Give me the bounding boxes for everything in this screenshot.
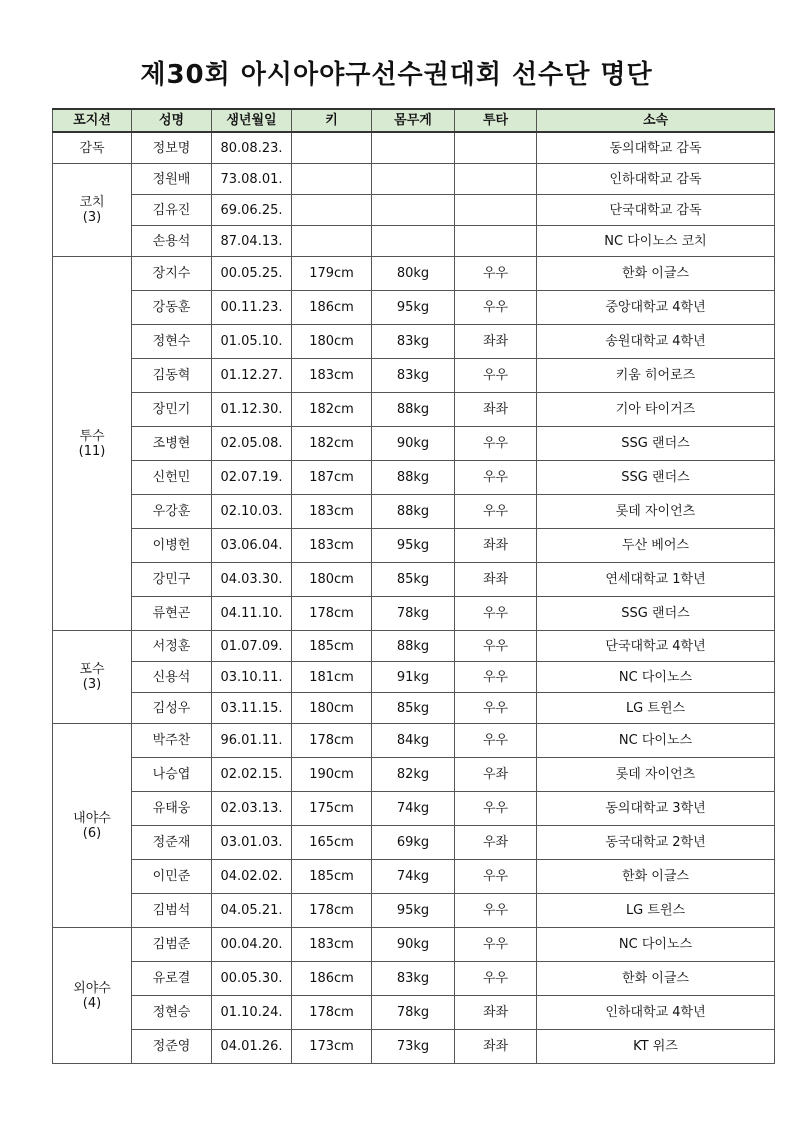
bat-throw-cell: 좌좌: [455, 393, 537, 427]
position-cell: [53, 928, 132, 1064]
birth-date-cell: 02.07.19.: [212, 461, 292, 495]
player-name-cell: 정원배: [132, 164, 212, 195]
height-cell: 183cm: [292, 529, 372, 563]
table-row: [53, 792, 775, 826]
table-row: [53, 563, 775, 597]
height-cell: 183cm: [292, 359, 372, 393]
team-cell: 한화 이글스: [537, 257, 775, 291]
team-cell: 인하대학교 감독: [537, 164, 775, 195]
bat-throw-cell: 우우: [455, 359, 537, 393]
weight-cell: 95kg: [372, 529, 455, 563]
bat-throw-cell: 좌좌: [455, 996, 537, 1030]
player-name-cell: 조병현: [132, 427, 212, 461]
team-cell: NC 다이노스: [537, 928, 775, 962]
table-row: [53, 1030, 775, 1064]
header-position: 포지션: [53, 109, 132, 132]
table-row: [53, 427, 775, 461]
bat-throw-cell: [455, 164, 537, 195]
height-cell: 173cm: [292, 1030, 372, 1064]
birth-date-cell: 69.06.25.: [212, 195, 292, 226]
bat-throw-cell: 우우: [455, 631, 537, 662]
bat-throw-cell: 우우: [455, 860, 537, 894]
bat-throw-cell: 우우: [455, 724, 537, 758]
bat-throw-cell: 우우: [455, 427, 537, 461]
team-cell: NC 다이노스 코치: [537, 226, 775, 257]
team-cell: KT 위즈: [537, 1030, 775, 1064]
table-row: [53, 826, 775, 860]
team-cell: SSG 랜더스: [537, 597, 775, 631]
bat-throw-cell: 좌좌: [455, 1030, 537, 1064]
weight-cell: 82kg: [372, 758, 455, 792]
birth-date-cell: 73.08.01.: [212, 164, 292, 195]
birth-date-cell: 02.03.13.: [212, 792, 292, 826]
header-team: 소속: [537, 109, 775, 132]
table-row: [53, 461, 775, 495]
team-cell: 롯데 자이언츠: [537, 758, 775, 792]
weight-cell: 88kg: [372, 495, 455, 529]
height-cell: 178cm: [292, 724, 372, 758]
height-cell: 190cm: [292, 758, 372, 792]
bat-throw-cell: 우우: [455, 693, 537, 724]
birth-date-cell: 01.07.09.: [212, 631, 292, 662]
position-label: 외야수: [73, 980, 111, 996]
player-name-cell: 정현수: [132, 325, 212, 359]
bat-throw-cell: 우우: [455, 257, 537, 291]
bat-throw-cell: 우우: [455, 495, 537, 529]
birth-date-cell: 01.10.24.: [212, 996, 292, 1030]
header-birth: 생년월일: [212, 109, 292, 132]
position-cell: [53, 132, 132, 164]
player-name-cell: 류현곤: [132, 597, 212, 631]
table-row: [53, 724, 775, 758]
weight-cell: 95kg: [372, 291, 455, 325]
bat-throw-cell: [455, 226, 537, 257]
bat-throw-cell: 우우: [455, 792, 537, 826]
player-name-cell: 신용석: [132, 662, 212, 693]
team-cell: 단국대학교 감독: [537, 195, 775, 226]
table-row: [53, 291, 775, 325]
table-row: [53, 226, 775, 257]
team-cell: 단국대학교 4학년: [537, 631, 775, 662]
weight-cell: 88kg: [372, 461, 455, 495]
bat-throw-cell: [455, 195, 537, 226]
table-row: [53, 257, 775, 291]
height-cell: 181cm: [292, 662, 372, 693]
bat-throw-cell: 우우: [455, 461, 537, 495]
position-label: 코치: [79, 195, 105, 210]
birth-date-cell: 03.10.11.: [212, 662, 292, 693]
bat-throw-cell: 우우: [455, 662, 537, 693]
team-cell: 두산 베어스: [537, 529, 775, 563]
weight-cell: 73kg: [372, 1030, 455, 1064]
bat-throw-cell: 우우: [455, 962, 537, 996]
roster-body: [53, 132, 775, 1064]
position-label: 투수: [79, 428, 105, 444]
header-height: 키: [292, 109, 372, 132]
weight-cell: 78kg: [372, 597, 455, 631]
position-label: 포수: [79, 662, 105, 677]
birth-date-cell: 02.10.03.: [212, 495, 292, 529]
player-name-cell: 김유진: [132, 195, 212, 226]
birth-date-cell: 04.02.02.: [212, 860, 292, 894]
player-name-cell: 박주찬: [132, 724, 212, 758]
position-label: 내야수: [73, 810, 111, 826]
height-cell: 178cm: [292, 996, 372, 1030]
birth-date-cell: 00.04.20.: [212, 928, 292, 962]
birth-date-cell: 00.11.23.: [212, 291, 292, 325]
bat-throw-cell: 좌좌: [455, 325, 537, 359]
position-count: (6): [82, 825, 102, 841]
team-cell: 연세대학교 1학년: [537, 563, 775, 597]
table-row: [53, 662, 775, 693]
birth-date-cell: 04.01.26.: [212, 1030, 292, 1064]
player-name-cell: 김동혁: [132, 359, 212, 393]
height-cell: 175cm: [292, 792, 372, 826]
height-cell: 180cm: [292, 325, 372, 359]
team-cell: SSG 랜더스: [537, 427, 775, 461]
team-cell: 중앙대학교 4학년: [537, 291, 775, 325]
height-cell: 165cm: [292, 826, 372, 860]
table-row: [53, 359, 775, 393]
page-title: 제30회 아시아야구선수권대회 선수단 명단: [140, 60, 653, 90]
position-cell: [53, 257, 132, 631]
bat-throw-cell: 좌좌: [455, 563, 537, 597]
height-cell: 186cm: [292, 291, 372, 325]
player-name-cell: 정준영: [132, 1030, 212, 1064]
height-cell: [292, 195, 372, 226]
height-cell: 183cm: [292, 495, 372, 529]
birth-date-cell: 02.02.15.: [212, 758, 292, 792]
team-cell: 한화 이글스: [537, 860, 775, 894]
height-cell: 180cm: [292, 563, 372, 597]
table-header-row: [53, 109, 775, 132]
birth-date-cell: 87.04.13.: [212, 226, 292, 257]
table-row: [53, 393, 775, 427]
player-name-cell: 장민기: [132, 393, 212, 427]
roster-table: [52, 108, 775, 1064]
bat-throw-cell: 좌좌: [455, 529, 537, 563]
header-bat: 투타: [455, 109, 537, 132]
weight-cell: 95kg: [372, 894, 455, 928]
height-cell: 179cm: [292, 257, 372, 291]
player-name-cell: 강민구: [132, 563, 212, 597]
weight-cell: 90kg: [372, 928, 455, 962]
height-cell: [292, 164, 372, 195]
table-row: [53, 962, 775, 996]
player-name-cell: 장지수: [132, 257, 212, 291]
header-name: 성명: [132, 109, 212, 132]
weight-cell: [372, 226, 455, 257]
player-name-cell: 김범석: [132, 894, 212, 928]
table-row: [53, 693, 775, 724]
birth-date-cell: 00.05.25.: [212, 257, 292, 291]
birth-date-cell: 03.01.03.: [212, 826, 292, 860]
height-cell: 180cm: [292, 693, 372, 724]
birth-date-cell: 01.12.27.: [212, 359, 292, 393]
position-count: (4): [82, 995, 102, 1011]
team-cell: 동의대학교 3학년: [537, 792, 775, 826]
birth-date-cell: 03.11.15.: [212, 693, 292, 724]
weight-cell: 84kg: [372, 724, 455, 758]
table-row: [53, 132, 775, 164]
bat-throw-cell: 우좌: [455, 826, 537, 860]
height-cell: 185cm: [292, 860, 372, 894]
bat-throw-cell: 우좌: [455, 758, 537, 792]
team-cell: 송원대학교 4학년: [537, 325, 775, 359]
weight-cell: [372, 164, 455, 195]
weight-cell: 85kg: [372, 563, 455, 597]
birth-date-cell: 04.05.21.: [212, 894, 292, 928]
table-row: [53, 894, 775, 928]
team-cell: SSG 랜더스: [537, 461, 775, 495]
height-cell: [292, 226, 372, 257]
height-cell: [292, 132, 372, 164]
bat-throw-cell: 우우: [455, 291, 537, 325]
weight-cell: 83kg: [372, 325, 455, 359]
header-weight: 몸무게: [372, 109, 455, 132]
height-cell: 187cm: [292, 461, 372, 495]
player-name-cell: 강동훈: [132, 291, 212, 325]
table-row: [53, 325, 775, 359]
weight-cell: 90kg: [372, 427, 455, 461]
birth-date-cell: 01.05.10.: [212, 325, 292, 359]
team-cell: LG 트윈스: [537, 894, 775, 928]
bat-throw-cell: [455, 132, 537, 164]
player-name-cell: 정보명: [132, 132, 212, 164]
birth-date-cell: 04.11.10.: [212, 597, 292, 631]
weight-cell: 74kg: [372, 792, 455, 826]
player-name-cell: 정현승: [132, 996, 212, 1030]
team-cell: 롯데 자이언츠: [537, 495, 775, 529]
height-cell: 182cm: [292, 427, 372, 461]
player-name-cell: 서정훈: [132, 631, 212, 662]
team-cell: 키움 히어로즈: [537, 359, 775, 393]
weight-cell: 80kg: [372, 257, 455, 291]
table-row: [53, 597, 775, 631]
birth-date-cell: 80.08.23.: [212, 132, 292, 164]
team-cell: 동국대학교 2학년: [537, 826, 775, 860]
birth-date-cell: 01.12.30.: [212, 393, 292, 427]
weight-cell: [372, 132, 455, 164]
birth-date-cell: 00.05.30.: [212, 962, 292, 996]
height-cell: 186cm: [292, 962, 372, 996]
weight-cell: 91kg: [372, 662, 455, 693]
weight-cell: 88kg: [372, 631, 455, 662]
birth-date-cell: 96.01.11.: [212, 724, 292, 758]
birth-date-cell: 03.06.04.: [212, 529, 292, 563]
table-row: [53, 996, 775, 1030]
table-row: [53, 860, 775, 894]
table-row: [53, 928, 775, 962]
weight-cell: [372, 195, 455, 226]
team-cell: 인하대학교 4학년: [537, 996, 775, 1030]
team-cell: 동의대학교 감독: [537, 132, 775, 164]
height-cell: 185cm: [292, 631, 372, 662]
weight-cell: 83kg: [372, 359, 455, 393]
player-name-cell: 나승엽: [132, 758, 212, 792]
bat-throw-cell: 우우: [455, 928, 537, 962]
table-row: [53, 631, 775, 662]
table-row: [53, 758, 775, 792]
position-cell: [53, 164, 132, 257]
table-row: [53, 495, 775, 529]
position-count: (3): [82, 677, 102, 692]
bat-throw-cell: 우우: [455, 894, 537, 928]
table-row: [53, 164, 775, 195]
team-cell: LG 트윈스: [537, 693, 775, 724]
weight-cell: 69kg: [372, 826, 455, 860]
player-name-cell: 이병헌: [132, 529, 212, 563]
player-name-cell: 유태웅: [132, 792, 212, 826]
table-row: [53, 529, 775, 563]
player-name-cell: 우강훈: [132, 495, 212, 529]
team-cell: NC 다이노스: [537, 662, 775, 693]
team-cell: NC 다이노스: [537, 724, 775, 758]
position-count: (11): [78, 443, 106, 459]
position-label: 감독: [79, 140, 105, 156]
position-cell: [53, 631, 132, 724]
player-name-cell: 유로결: [132, 962, 212, 996]
weight-cell: 74kg: [372, 860, 455, 894]
team-cell: 한화 이글스: [537, 962, 775, 996]
player-name-cell: 정준재: [132, 826, 212, 860]
player-name-cell: 신헌민: [132, 461, 212, 495]
height-cell: 178cm: [292, 894, 372, 928]
position-count: (3): [82, 210, 102, 225]
bat-throw-cell: 우우: [455, 597, 537, 631]
birth-date-cell: 02.05.08.: [212, 427, 292, 461]
height-cell: 182cm: [292, 393, 372, 427]
birth-date-cell: 04.03.30.: [212, 563, 292, 597]
player-name-cell: 손용석: [132, 226, 212, 257]
player-name-cell: 김범준: [132, 928, 212, 962]
height-cell: 183cm: [292, 928, 372, 962]
position-cell: [53, 724, 132, 928]
weight-cell: 85kg: [372, 693, 455, 724]
team-cell: 기아 타이거즈: [537, 393, 775, 427]
height-cell: 178cm: [292, 597, 372, 631]
player-name-cell: 김성우: [132, 693, 212, 724]
table-row: [53, 195, 775, 226]
weight-cell: 88kg: [372, 393, 455, 427]
weight-cell: 78kg: [372, 996, 455, 1030]
player-name-cell: 이민준: [132, 860, 212, 894]
weight-cell: 83kg: [372, 962, 455, 996]
